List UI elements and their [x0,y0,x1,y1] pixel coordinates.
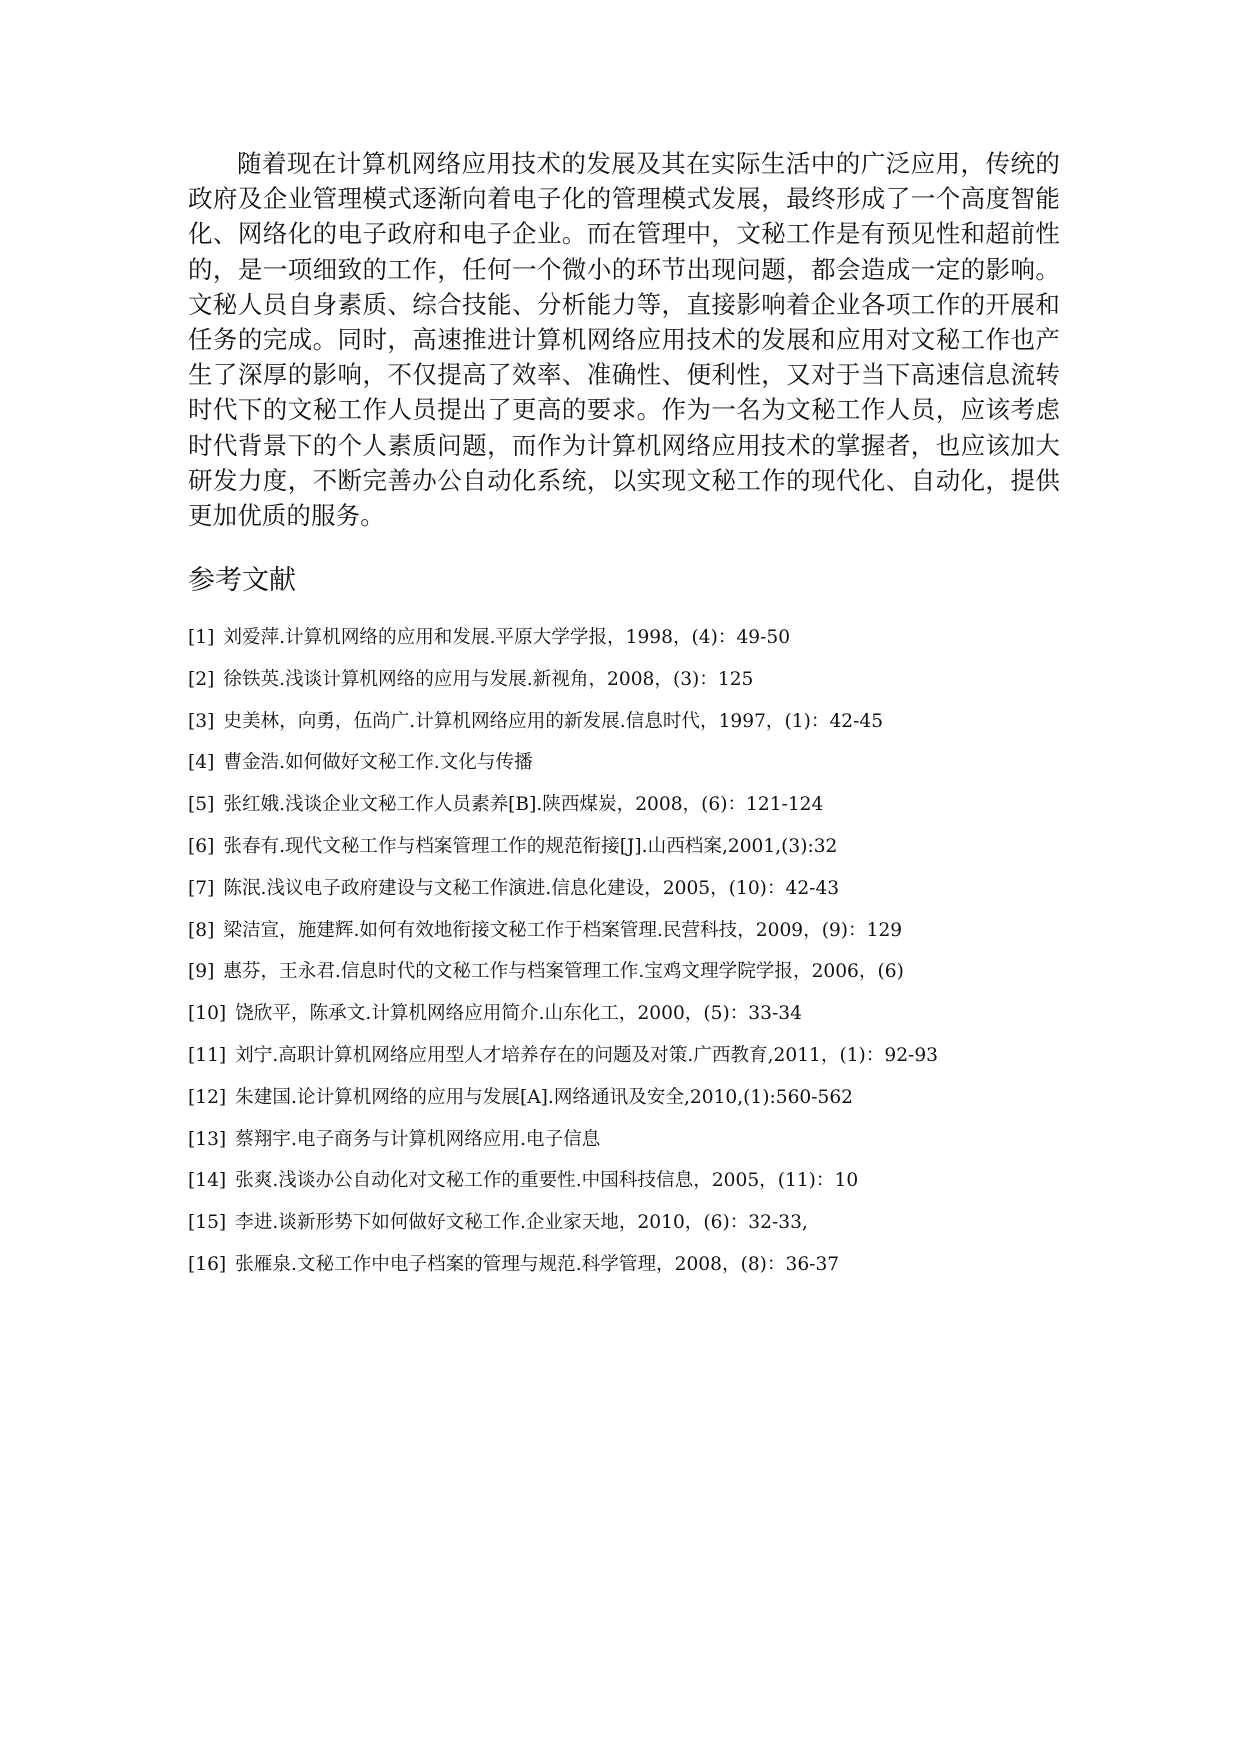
reference-number: [2] [188,668,215,690]
reference-text: 陈泯.浅议电子政府建设与文秘工作演进.信息化建设，2005，(10)：42-43 [223,877,840,899]
reference-item [188,665,1088,707]
reference-text: 张春有.现代文秘工作与档案管理工作的规范衔接[J].山西档案,2001,(3):32 [223,835,838,857]
reference-text: 曹金浩.如何做好文秘工作.文化与传播 [223,752,533,774]
body-paragraph: 随着现在计算机网络应用技术的发展及其在实际生活中的广泛应用，传统的政府及企业管理模式逐渐向着电子化的管理模式发展，最终形成了一个高度智能化、网络化的电子政府和电子企业。而在管理中，文秘工作是有预见性和超前性的，是一项细致的工作，任何一个微小的环节出现问题，都会造成一定的影响。文秘人员自身素质、综合技能、分析能力等，直接影响着企业各项工作的开展和任务的完成。同时，高速推进计算机网络应用技术的发展和应用对文秘工作也产生了深厚的影响，不仅提高了效率、准确性、便利性，又对于当下高速信息流转时代下的文秘工作人员提出了更高的要求。作为一名为文秘工作人员，应该考虑时代背景下的个人素质问题，而作为计算机网络应用技术的掌握者，也应该加大研发力度，不断完善办公自动化系统，以实现文秘工作的现代化、自动化，提供更加优质的服务。 [188,149,1060,531]
reference-number: [6] [188,835,215,857]
reference-number: [15] [188,1212,227,1234]
reference-number: [14] [188,1170,227,1192]
reference-item [188,1250,1088,1292]
reference-item [188,623,1088,665]
reference-text: 惠芬，王永君.信息时代的文秘工作与档案管理工作.宝鸡文理学院学报，2006，(6) [223,961,904,983]
reference-text: 朱建国.论计算机网络的应用与发展[A].网络通讯及安全,2010,(1):560-562 [235,1086,853,1108]
reference-item [188,707,1088,749]
reference-item [188,1041,1088,1083]
reference-text: 张红娥.浅谈企业文秘工作人员素养[B].陕西煤炭，2008，(6)：121-124 [223,794,824,816]
reference-text: 刘宁.高职计算机网络应用型人才培养存在的问题及对策.广西教育,2011，(1)：92-93 [235,1044,938,1066]
reference-text: 徐铁英.浅谈计算机网络的应用与发展.新视角，2008，(3)：125 [223,668,754,690]
reference-text: 刘爱萍.计算机网络的应用和发展.平原大学学报，1998，(4)：49-50 [223,627,791,648]
reference-number: [3] [188,710,215,732]
reference-item [188,999,1088,1041]
reference-text: 梁洁宣，施建辉.如何有效地衔接文秘工作于档案管理.民营科技，2009，(9)：129 [223,919,903,941]
reference-number: [16] [188,1253,227,1275]
reference-number: [7] [188,877,215,899]
reference-text: 饶欣平，陈承文.计算机网络应用简介.山东化工，2000，(5)：33-34 [235,1003,802,1025]
reference-text: 史美林，向勇，伍尚广.计算机网络应用的新发展.信息时代，1997，(1)：42-45 [223,710,884,732]
references-list [188,623,1088,1292]
reference-number: [4] [188,752,215,774]
reference-item [188,832,1088,874]
reference-number: [12] [188,1086,227,1108]
reference-item [188,957,1088,999]
reference-text: 张爽.浅谈办公自动化对文秘工作的重要性.中国科技信息，2005，(11)：10 [235,1170,859,1192]
reference-item [188,1083,1088,1125]
reference-number: [11] [188,1044,227,1066]
reference-number: [13] [188,1128,227,1150]
reference-number: [10] [188,1003,227,1025]
reference-item [188,748,1088,790]
reference-number: [5] [188,794,215,816]
references-heading: 参考文献 [188,565,296,596]
reference-text: 张雁泉.文秘工作中电子档案的管理与规范.科学管理，2008，(8)：36-37 [235,1253,840,1275]
reference-item [188,1125,1088,1167]
reference-number: [8] [188,919,215,941]
reference-item [188,916,1088,958]
reference-number: [9] [188,961,215,983]
reference-item [188,1166,1088,1208]
reference-item [188,874,1088,916]
reference-text: 李进.谈新形势下如何做好文秘工作.企业家天地，2010，(6)：32-33, [235,1212,808,1234]
reference-item [188,790,1088,832]
reference-number: [1] [188,627,215,648]
reference-item [188,1208,1088,1250]
reference-text: 蔡翔宇.电子商务与计算机网络应用.电子信息 [235,1128,601,1150]
